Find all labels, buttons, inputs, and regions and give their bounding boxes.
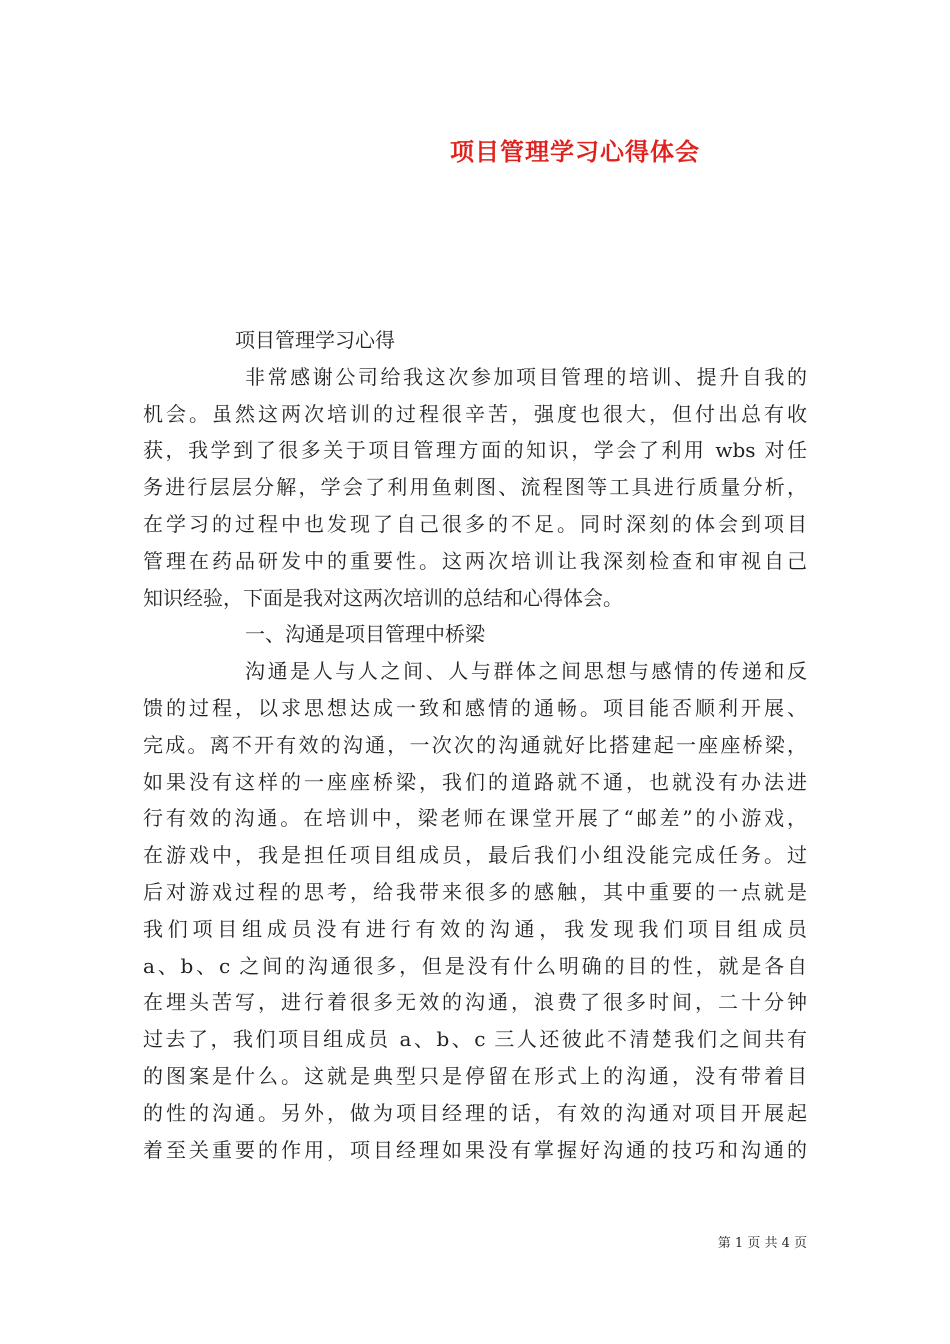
document-body: [143, 322, 807, 1168]
text-line: 馈的过程，以求思想达成一致和感情的通畅。项目能否顺利开展、: [143, 695, 807, 720]
text-line: 在学习的过程中也发现了自己很多的不足。同时深刻的体会到项目: [143, 511, 807, 536]
text-line: 后对游戏过程的思考，给我带来很多的感触，其中重要的一点就是: [143, 879, 807, 904]
text-line: 完成。离不开有效的沟通，一次次的沟通就好比搭建起一座座桥梁，: [143, 732, 807, 757]
text-line: 我们项目组成员没有进行有效的沟通，我发现我们项目组成员: [143, 916, 807, 941]
page-footer: 第 1 页 共 4 页: [717, 1236, 807, 1251]
text-line: 一、沟通是项目管理中桥梁: [245, 622, 485, 647]
text-line: 务进行层层分解，学会了利用鱼刺图、流程图等工具进行质量分析，: [143, 475, 807, 500]
text-line: 沟通是人与人之间、人与群体之间思想与感情的传递和反: [245, 659, 807, 684]
text-line: 行有效的沟通。在培训中，梁老师在课堂开展了“邮差”的小游戏，: [143, 806, 807, 831]
text-line: 的性的沟通。另外，做为项目经理的话，有效的沟通对项目开展起: [143, 1100, 807, 1125]
text-line: 在埋头苦写，进行着很多无效的沟通，浪费了很多时间，二十分钟: [143, 990, 807, 1015]
text-line: 项目管理学习心得: [235, 328, 395, 352]
text-line: 机会。虽然这两次培训的过程很辛苦，强度也很大，但付出总有收: [143, 401, 807, 426]
text-line: 知识经验，下面是我对这两次培训的总结和心得体会。: [143, 585, 623, 610]
text-line: 着至关重要的作用，项目经理如果没有掌握好沟通的技巧和沟通的: [143, 1137, 807, 1162]
text-line: a、b、c 之间的沟通很多，但是没有什么明确的目的性，就是各自: [143, 953, 807, 978]
text-line: 管理在药品研发中的重要性。这两次培训让我深刻检查和审视自己: [143, 548, 807, 573]
text-line: 如果没有这样的一座座桥梁，我们的道路就不通，也就没有办法进: [143, 769, 807, 794]
text-line: 获，我学到了很多关于项目管理方面的知识，学会了利用 wbs 对任: [143, 438, 807, 463]
text-line: 非常感谢公司给我这次参加项目管理的培训、提升自我的: [245, 364, 807, 389]
text-line: 的图案是什么。这就是典型只是停留在形式上的沟通，没有带着目: [143, 1063, 807, 1088]
text-line: 在游戏中，我是担任项目组成员，最后我们小组没能完成任务。过: [143, 843, 807, 868]
page-title: 项目管理学习心得体会: [450, 137, 700, 166]
text-line: 过去了，我们项目组成员 a、b、c 三人还彼此不清楚我们之间共有: [143, 1027, 807, 1052]
